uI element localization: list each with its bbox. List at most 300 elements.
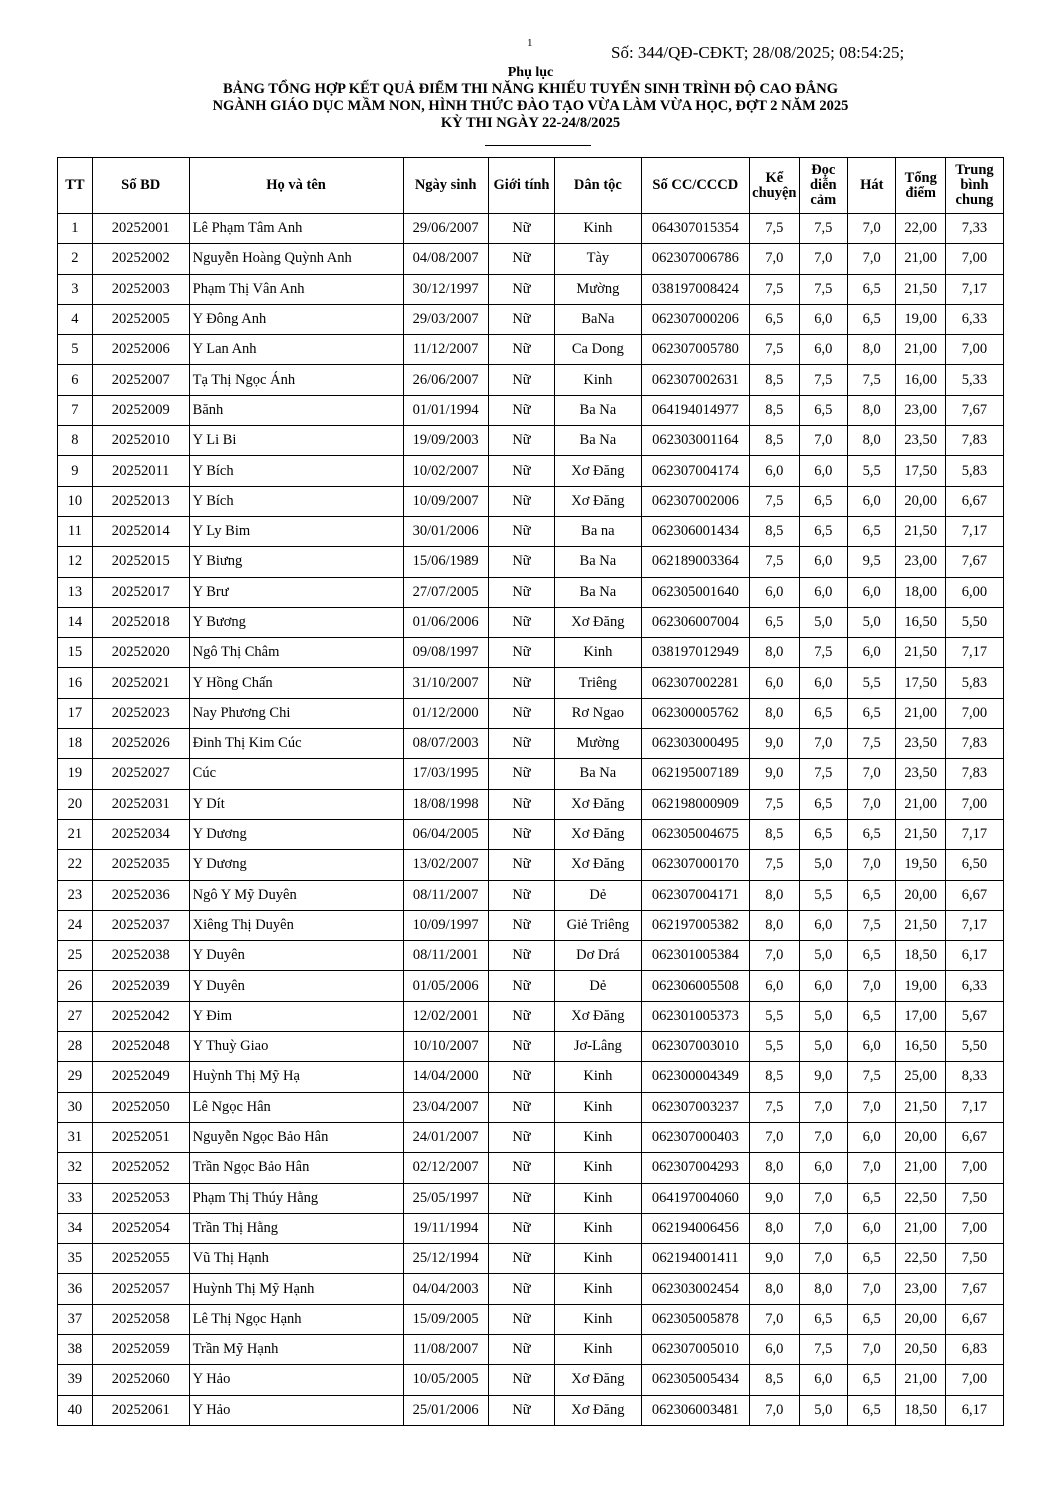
- cell-dan-toc: Mường: [555, 274, 641, 304]
- cell-so-bd: 20252059: [92, 1334, 189, 1364]
- cell-doc-dien-cam: 5,0: [799, 1395, 847, 1425]
- cell-ho-ten: Ngô Thị Châm: [189, 638, 403, 668]
- cell-so-bd: 20252009: [92, 395, 189, 425]
- cell-tt: 7: [58, 395, 93, 425]
- cell-so-cccd: 062195007189: [641, 759, 750, 789]
- table-row: [58, 1395, 1004, 1425]
- cell-gioi-tinh: Nữ: [488, 789, 554, 819]
- cell-gioi-tinh: Nữ: [488, 1032, 554, 1062]
- cell-ngay-sinh: 30/12/1997: [403, 274, 488, 304]
- cell-ke-chuyen: 7,0: [750, 1304, 800, 1334]
- cell-ho-ten: Lê Phạm Tâm Anh: [189, 214, 403, 244]
- cell-ke-chuyen: 7,0: [750, 1122, 800, 1152]
- cell-dan-toc: Ba Na: [555, 577, 641, 607]
- header-tt: TT: [58, 158, 93, 214]
- cell-ngay-sinh: 18/08/1998: [403, 789, 488, 819]
- cell-tt: 24: [58, 910, 93, 940]
- cell-so-cccd: 062303000495: [641, 729, 750, 759]
- cell-ke-chuyen: 6,0: [750, 971, 800, 1001]
- cell-trung-binh-chung: 6,67: [945, 1304, 1003, 1334]
- cell-doc-dien-cam: 7,0: [799, 1092, 847, 1122]
- cell-gioi-tinh: Nữ: [488, 941, 554, 971]
- cell-tong-diem: 22,00: [896, 214, 946, 244]
- cell-ngay-sinh: 08/11/2007: [403, 880, 488, 910]
- cell-so-cccd: 062198000909: [641, 789, 750, 819]
- cell-trung-binh-chung: 6,33: [945, 971, 1003, 1001]
- cell-tt: 39: [58, 1365, 93, 1395]
- cell-dan-toc: Jơ-Lâng: [555, 1032, 641, 1062]
- cell-tt: 27: [58, 1001, 93, 1031]
- cell-dan-toc: Dẻ: [555, 971, 641, 1001]
- cell-trung-binh-chung: 7,50: [945, 1183, 1003, 1213]
- cell-gioi-tinh: Nữ: [488, 1304, 554, 1334]
- cell-so-bd: 20252048: [92, 1032, 189, 1062]
- cell-gioi-tinh: Nữ: [488, 274, 554, 304]
- cell-ho-ten: Tạ Thị Ngọc Ánh: [189, 365, 403, 395]
- cell-tong-diem: 22,50: [896, 1244, 946, 1274]
- cell-ke-chuyen: 6,5: [750, 607, 800, 637]
- cell-dan-toc: Triêng: [555, 668, 641, 698]
- cell-ho-ten: Y Đim: [189, 1001, 403, 1031]
- table-row: [58, 941, 1004, 971]
- cell-ho-ten: Ngô Y Mỹ Duyên: [189, 880, 403, 910]
- cell-hat: 8,0: [848, 395, 896, 425]
- cell-gioi-tinh: Nữ: [488, 214, 554, 244]
- cell-gioi-tinh: Nữ: [488, 759, 554, 789]
- cell-tong-diem: 19,00: [896, 304, 946, 334]
- cell-ngay-sinh: 04/08/2007: [403, 244, 488, 274]
- cell-ke-chuyen: 8,5: [750, 365, 800, 395]
- cell-gioi-tinh: Nữ: [488, 607, 554, 637]
- cell-tong-diem: 23,00: [896, 1274, 946, 1304]
- cell-ho-ten: Trần Mỹ Hạnh: [189, 1334, 403, 1364]
- cell-tt: 3: [58, 274, 93, 304]
- cell-tt: 11: [58, 516, 93, 546]
- cell-ke-chuyen: 7,0: [750, 244, 800, 274]
- cell-ho-ten: Y Biưng: [189, 547, 403, 577]
- cell-gioi-tinh: Nữ: [488, 244, 554, 274]
- cell-ngay-sinh: 19/09/2003: [403, 426, 488, 456]
- cell-so-cccd: 062306007004: [641, 607, 750, 637]
- cell-hat: 6,5: [848, 274, 896, 304]
- cell-doc-dien-cam: 6,0: [799, 1365, 847, 1395]
- cell-gioi-tinh: Nữ: [488, 910, 554, 940]
- cell-hat: 7,0: [848, 789, 896, 819]
- cell-ho-ten: Lê Ngọc Hân: [189, 1092, 403, 1122]
- cell-dan-toc: Ba Na: [555, 426, 641, 456]
- cell-ngay-sinh: 15/06/1989: [403, 547, 488, 577]
- cell-ho-ten: Bănh: [189, 395, 403, 425]
- cell-dan-toc: Ca Dong: [555, 335, 641, 365]
- cell-hat: 7,5: [848, 729, 896, 759]
- cell-trung-binh-chung: 6,17: [945, 1395, 1003, 1425]
- cell-so-cccd: 062307005010: [641, 1334, 750, 1364]
- cell-trung-binh-chung: 7,00: [945, 244, 1003, 274]
- cell-so-bd: 20252054: [92, 1213, 189, 1243]
- cell-tong-diem: 21,50: [896, 1092, 946, 1122]
- cell-trung-binh-chung: 7,00: [945, 1213, 1003, 1243]
- cell-dan-toc: Xơ Đăng: [555, 850, 641, 880]
- cell-gioi-tinh: Nữ: [488, 1244, 554, 1274]
- cell-hat: 6,5: [848, 880, 896, 910]
- cell-so-cccd: 062189003364: [641, 547, 750, 577]
- cell-trung-binh-chung: 7,67: [945, 547, 1003, 577]
- cell-tt: 23: [58, 880, 93, 910]
- cell-so-cccd: 062307002631: [641, 365, 750, 395]
- cell-tt: 40: [58, 1395, 93, 1425]
- cell-hat: 7,5: [848, 1062, 896, 1092]
- cell-ho-ten: Y Ly Bim: [189, 516, 403, 546]
- cell-ngay-sinh: 15/09/2005: [403, 1304, 488, 1334]
- cell-so-cccd: 062307004171: [641, 880, 750, 910]
- cell-ho-ten: Vũ Thị Hạnh: [189, 1244, 403, 1274]
- table-row: [58, 304, 1004, 334]
- cell-ke-chuyen: 7,5: [750, 547, 800, 577]
- cell-ngay-sinh: 25/05/1997: [403, 1183, 488, 1213]
- cell-trung-binh-chung: 6,83: [945, 1334, 1003, 1364]
- cell-so-cccd: 062307005780: [641, 335, 750, 365]
- cell-so-bd: 20252020: [92, 638, 189, 668]
- cell-ngay-sinh: 17/03/1995: [403, 759, 488, 789]
- cell-ke-chuyen: 8,5: [750, 1062, 800, 1092]
- page-number: 1: [527, 37, 533, 49]
- appendix-label: Phụ lục: [507, 65, 554, 80]
- cell-ho-ten: Y Duyên: [189, 941, 403, 971]
- cell-doc-dien-cam: 7,0: [799, 1213, 847, 1243]
- cell-so-cccd: 062307002281: [641, 668, 750, 698]
- cell-gioi-tinh: Nữ: [488, 547, 554, 577]
- cell-tong-diem: 20,00: [896, 880, 946, 910]
- cell-hat: 6,5: [848, 1365, 896, 1395]
- cell-dan-toc: Ba Na: [555, 547, 641, 577]
- cell-so-bd: 20252007: [92, 365, 189, 395]
- cell-so-bd: 20252037: [92, 910, 189, 940]
- cell-hat: 6,5: [848, 1183, 896, 1213]
- cell-dan-toc: Xơ Đăng: [555, 456, 641, 486]
- cell-so-bd: 20252035: [92, 850, 189, 880]
- cell-ho-ten: Xiêng Thị Duyên: [189, 910, 403, 940]
- cell-ngay-sinh: 01/12/2000: [403, 698, 488, 728]
- cell-dan-toc: Kinh: [555, 638, 641, 668]
- cell-tt: 21: [58, 819, 93, 849]
- cell-ngay-sinh: 01/01/1994: [403, 395, 488, 425]
- cell-ngay-sinh: 13/02/2007: [403, 850, 488, 880]
- cell-ke-chuyen: 8,5: [750, 1365, 800, 1395]
- cell-hat: 6,5: [848, 1244, 896, 1274]
- cell-doc-dien-cam: 7,5: [799, 638, 847, 668]
- cell-gioi-tinh: Nữ: [488, 668, 554, 698]
- cell-hat: 9,5: [848, 547, 896, 577]
- header-dan-toc: Dân tộc: [555, 158, 641, 214]
- title-line-1: BẢNG TỔNG HỢP KẾT QUẢ ĐIỂM THI NĂNG KHIẾU TUYỂN SINH TRÌNH ĐỘ CAO ĐẲNG: [222, 81, 838, 97]
- cell-ho-ten: Y Bương: [189, 607, 403, 637]
- cell-tong-diem: 23,50: [896, 759, 946, 789]
- cell-tong-diem: 21,50: [896, 638, 946, 668]
- cell-ngay-sinh: 01/06/2006: [403, 607, 488, 637]
- cell-ngay-sinh: 10/10/2007: [403, 1032, 488, 1062]
- cell-hat: 6,0: [848, 1122, 896, 1152]
- cell-gioi-tinh: Nữ: [488, 1183, 554, 1213]
- cell-trung-binh-chung: 7,67: [945, 1274, 1003, 1304]
- cell-tong-diem: 21,50: [896, 819, 946, 849]
- cell-ngay-sinh: 23/04/2007: [403, 1092, 488, 1122]
- cell-tt: 5: [58, 335, 93, 365]
- cell-doc-dien-cam: 5,0: [799, 1032, 847, 1062]
- cell-ho-ten: Y Hảo: [189, 1395, 403, 1425]
- cell-trung-binh-chung: 7,17: [945, 516, 1003, 546]
- cell-trung-binh-chung: 7,17: [945, 274, 1003, 304]
- cell-doc-dien-cam: 6,5: [799, 516, 847, 546]
- cell-so-cccd: 038197012949: [641, 638, 750, 668]
- table-row: [58, 1213, 1004, 1243]
- cell-dan-toc: Kinh: [555, 1274, 641, 1304]
- cell-so-bd: 20252053: [92, 1183, 189, 1213]
- cell-gioi-tinh: Nữ: [488, 1334, 554, 1364]
- table-row: [58, 880, 1004, 910]
- table-row: [58, 577, 1004, 607]
- cell-hat: 5,0: [848, 607, 896, 637]
- cell-hat: 6,0: [848, 638, 896, 668]
- cell-ke-chuyen: 7,5: [750, 486, 800, 516]
- cell-ngay-sinh: 11/08/2007: [403, 1334, 488, 1364]
- cell-so-bd: 20252015: [92, 547, 189, 577]
- cell-tt: 10: [58, 486, 93, 516]
- cell-doc-dien-cam: 6,0: [799, 668, 847, 698]
- cell-hat: 5,5: [848, 456, 896, 486]
- cell-dan-toc: Kinh: [555, 1334, 641, 1364]
- cell-ho-ten: Nguyễn Hoàng Quỳnh Anh: [189, 244, 403, 274]
- cell-so-cccd: 062306003481: [641, 1395, 750, 1425]
- table-row: [58, 850, 1004, 880]
- cell-ho-ten: Trần Ngọc Bảo Hân: [189, 1153, 403, 1183]
- table-row: [58, 1304, 1004, 1334]
- cell-ngay-sinh: 02/12/2007: [403, 1153, 488, 1183]
- cell-so-bd: 20252026: [92, 729, 189, 759]
- table-header-row: [58, 158, 1004, 214]
- cell-tong-diem: 21,00: [896, 789, 946, 819]
- cell-doc-dien-cam: 5,5: [799, 880, 847, 910]
- table-row: [58, 668, 1004, 698]
- cell-tt: 35: [58, 1244, 93, 1274]
- cell-trung-binh-chung: 5,83: [945, 668, 1003, 698]
- table-row: [58, 1274, 1004, 1304]
- cell-gioi-tinh: Nữ: [488, 1062, 554, 1092]
- cell-so-cccd: 062197005382: [641, 910, 750, 940]
- cell-so-bd: 20252051: [92, 1122, 189, 1152]
- cell-tong-diem: 20,00: [896, 486, 946, 516]
- cell-gioi-tinh: Nữ: [488, 1213, 554, 1243]
- cell-so-cccd: 062194006456: [641, 1213, 750, 1243]
- cell-gioi-tinh: Nữ: [488, 698, 554, 728]
- cell-dan-toc: Kinh: [555, 214, 641, 244]
- cell-so-bd: 20252021: [92, 668, 189, 698]
- cell-ke-chuyen: 8,5: [750, 426, 800, 456]
- header-doc-dien-cam: Đọc diễn cảm: [799, 158, 847, 214]
- cell-ngay-sinh: 25/12/1994: [403, 1244, 488, 1274]
- cell-so-cccd: 062307000403: [641, 1122, 750, 1152]
- table-row: [58, 1062, 1004, 1092]
- cell-so-bd: 20252002: [92, 244, 189, 274]
- table-row: [58, 759, 1004, 789]
- table-row: [58, 910, 1004, 940]
- cell-gioi-tinh: Nữ: [488, 880, 554, 910]
- cell-trung-binh-chung: 6,33: [945, 304, 1003, 334]
- table-row: [58, 1365, 1004, 1395]
- cell-so-bd: 20252014: [92, 516, 189, 546]
- cell-doc-dien-cam: 7,5: [799, 759, 847, 789]
- table-row: [58, 426, 1004, 456]
- cell-dan-toc: Kinh: [555, 1213, 641, 1243]
- cell-hat: 6,5: [848, 516, 896, 546]
- cell-trung-binh-chung: 7,00: [945, 335, 1003, 365]
- table-row: [58, 729, 1004, 759]
- cell-doc-dien-cam: 6,0: [799, 1153, 847, 1183]
- cell-ke-chuyen: 8,5: [750, 395, 800, 425]
- cell-dan-toc: Kinh: [555, 1092, 641, 1122]
- cell-gioi-tinh: Nữ: [488, 1395, 554, 1425]
- table-row: [58, 486, 1004, 516]
- cell-ngay-sinh: 08/07/2003: [403, 729, 488, 759]
- cell-dan-toc: Kinh: [555, 1153, 641, 1183]
- title-line-2: NGÀNH GIÁO DỤC MẦM NON, HÌNH THỨC ĐÀO TẠO VỪA LÀM VỪA HỌC, ĐỢT 2 NĂM 2025: [212, 98, 849, 114]
- cell-tong-diem: 21,00: [896, 1153, 946, 1183]
- cell-ke-chuyen: 7,0: [750, 941, 800, 971]
- cell-tt: 37: [58, 1304, 93, 1334]
- header-gioi-tinh: Giới tính: [488, 158, 554, 214]
- cell-tt: 9: [58, 456, 93, 486]
- cell-ngay-sinh: 31/10/2007: [403, 668, 488, 698]
- cell-trung-binh-chung: 8,33: [945, 1062, 1003, 1092]
- cell-tt: 6: [58, 365, 93, 395]
- cell-doc-dien-cam: 6,5: [799, 819, 847, 849]
- cell-tt: 28: [58, 1032, 93, 1062]
- cell-doc-dien-cam: 7,0: [799, 426, 847, 456]
- cell-ke-chuyen: 6,5: [750, 304, 800, 334]
- cell-ke-chuyen: 6,0: [750, 668, 800, 698]
- cell-hat: 5,5: [848, 668, 896, 698]
- cell-ke-chuyen: 8,0: [750, 880, 800, 910]
- cell-dan-toc: Dẻ: [555, 880, 641, 910]
- cell-so-bd: 20252018: [92, 607, 189, 637]
- cell-tt: 33: [58, 1183, 93, 1213]
- cell-so-bd: 20252031: [92, 789, 189, 819]
- cell-trung-binh-chung: 7,00: [945, 789, 1003, 819]
- cell-dan-toc: Xơ Đăng: [555, 789, 641, 819]
- cell-hat: 6,0: [848, 1032, 896, 1062]
- cell-so-bd: 20252003: [92, 274, 189, 304]
- cell-so-bd: 20252006: [92, 335, 189, 365]
- document-titles: [0, 65, 1061, 132]
- cell-so-bd: 20252050: [92, 1092, 189, 1122]
- cell-so-bd: 20252058: [92, 1304, 189, 1334]
- cell-dan-toc: Rơ Ngao: [555, 698, 641, 728]
- cell-tt: 31: [58, 1122, 93, 1152]
- cell-doc-dien-cam: 6,0: [799, 304, 847, 334]
- cell-tong-diem: 23,00: [896, 547, 946, 577]
- cell-so-bd: 20252042: [92, 1001, 189, 1031]
- cell-dan-toc: Ba na: [555, 516, 641, 546]
- cell-tong-diem: 22,50: [896, 1183, 946, 1213]
- cell-doc-dien-cam: 7,0: [799, 1183, 847, 1213]
- cell-trung-binh-chung: 7,00: [945, 1153, 1003, 1183]
- cell-dan-toc: Xơ Đăng: [555, 1395, 641, 1425]
- cell-doc-dien-cam: 6,0: [799, 547, 847, 577]
- table-row: [58, 698, 1004, 728]
- cell-ho-ten: Y Đông Anh: [189, 304, 403, 334]
- cell-tong-diem: 21,50: [896, 274, 946, 304]
- cell-ngay-sinh: 27/07/2005: [403, 577, 488, 607]
- cell-ho-ten: Lê Thị Ngọc Hạnh: [189, 1304, 403, 1334]
- cell-trung-binh-chung: 7,33: [945, 214, 1003, 244]
- cell-dan-toc: Xơ Đăng: [555, 819, 641, 849]
- cell-gioi-tinh: Nữ: [488, 516, 554, 546]
- cell-so-bd: 20252001: [92, 214, 189, 244]
- cell-doc-dien-cam: 6,0: [799, 456, 847, 486]
- cell-hat: 8,0: [848, 335, 896, 365]
- cell-so-cccd: 062307003237: [641, 1092, 750, 1122]
- cell-ho-ten: Phạm Thị Vân Anh: [189, 274, 403, 304]
- cell-so-cccd: 064197004060: [641, 1183, 750, 1213]
- cell-gioi-tinh: Nữ: [488, 456, 554, 486]
- cell-ke-chuyen: 8,5: [750, 516, 800, 546]
- header-trung-binh-chung: Trung bình chung: [945, 158, 1003, 214]
- cell-ke-chuyen: 7,5: [750, 850, 800, 880]
- cell-tt: 17: [58, 698, 93, 728]
- cell-ho-ten: Huỳnh Thị Mỹ Hạnh: [189, 1274, 403, 1304]
- cell-ke-chuyen: 6,0: [750, 456, 800, 486]
- cell-ke-chuyen: 7,0: [750, 1395, 800, 1425]
- cell-doc-dien-cam: 9,0: [799, 1062, 847, 1092]
- cell-tong-diem: 16,50: [896, 607, 946, 637]
- cell-hat: 7,0: [848, 1334, 896, 1364]
- cell-trung-binh-chung: 5,50: [945, 607, 1003, 637]
- cell-trung-binh-chung: 7,00: [945, 1365, 1003, 1395]
- cell-dan-toc: Kinh: [555, 1244, 641, 1274]
- cell-tt: 18: [58, 729, 93, 759]
- cell-tong-diem: 16,50: [896, 1032, 946, 1062]
- cell-ngay-sinh: 25/01/2006: [403, 1395, 488, 1425]
- table-row: [58, 1183, 1004, 1213]
- cell-tong-diem: 18,50: [896, 941, 946, 971]
- cell-ke-chuyen: 8,0: [750, 698, 800, 728]
- cell-ho-ten: Y Duyên: [189, 971, 403, 1001]
- table-row: [58, 607, 1004, 637]
- cell-gioi-tinh: Nữ: [488, 395, 554, 425]
- cell-so-cccd: 064194014977: [641, 395, 750, 425]
- cell-tong-diem: 20,50: [896, 1334, 946, 1364]
- cell-hat: 7,0: [848, 971, 896, 1001]
- cell-so-cccd: 062194001411: [641, 1244, 750, 1274]
- table-row: [58, 789, 1004, 819]
- cell-trung-binh-chung: 7,83: [945, 759, 1003, 789]
- cell-gioi-tinh: Nữ: [488, 819, 554, 849]
- cell-hat: 6,0: [848, 486, 896, 516]
- cell-doc-dien-cam: 6,0: [799, 335, 847, 365]
- cell-dan-toc: Ba Na: [555, 759, 641, 789]
- cell-so-cccd: 062301005373: [641, 1001, 750, 1031]
- cell-so-cccd: 062305005434: [641, 1365, 750, 1395]
- cell-gioi-tinh: Nữ: [488, 1122, 554, 1152]
- cell-gioi-tinh: Nữ: [488, 426, 554, 456]
- cell-tt: 12: [58, 547, 93, 577]
- cell-tong-diem: 20,00: [896, 1304, 946, 1334]
- cell-so-bd: 20252011: [92, 456, 189, 486]
- cell-hat: 8,0: [848, 426, 896, 456]
- cell-tt: 22: [58, 850, 93, 880]
- cell-hat: 7,5: [848, 910, 896, 940]
- cell-ke-chuyen: 6,0: [750, 577, 800, 607]
- table-row: [58, 335, 1004, 365]
